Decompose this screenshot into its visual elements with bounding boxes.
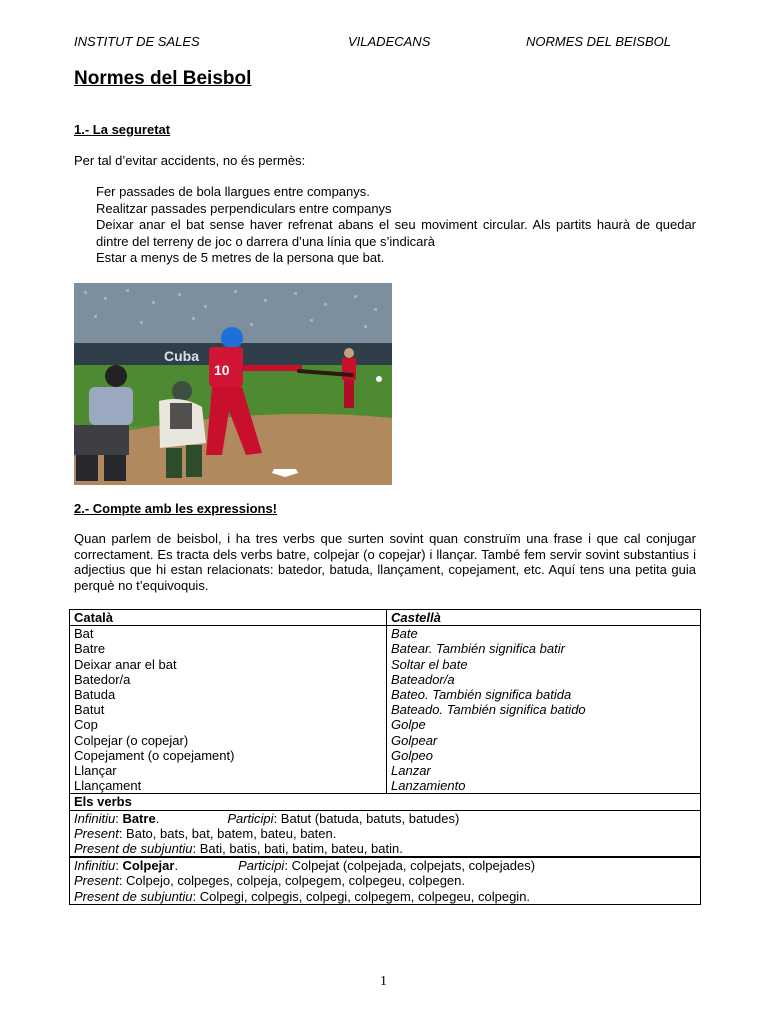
term-spanish: Bateador/a	[391, 671, 455, 687]
verb-colpejar-block	[70, 857, 701, 904]
verbs-heading: Els verbs	[70, 794, 701, 810]
term-catalan: Colpejar (o copejar)	[74, 732, 189, 748]
vocabulary-cells-spanish	[387, 626, 701, 794]
term-catalan: Batuda	[74, 687, 116, 703]
table-header-row	[70, 610, 701, 626]
term-spanish: Golpeo	[391, 747, 433, 763]
section-2-paragraph: Quan parlem de beisbol, i ha tres verbs que surten sovint quan construïm una frase i que cal conjugar correctament. Es tracta dels verbs batre, colpejar (o copejar) i llançar. També fem servir sovint substantius i adjectius que hi estan relacionats: batedor, batuda, llançament, copejament, etc. Aquí tens una petita guia perquè no t’equivoquis.	[74, 531, 696, 593]
term-spanish: Bate	[391, 626, 418, 642]
infinitive-value: Batre	[122, 810, 156, 826]
header-city: VILADECANS	[348, 34, 431, 49]
present-value: Bato, bats, bat, batem, bateu, baten.	[126, 825, 337, 841]
infinitive-label: Infinitiu	[74, 858, 116, 874]
page-number: 1	[380, 974, 387, 989]
verb-colpejar-row	[70, 857, 701, 904]
term-spanish: Bateo. También significa batida	[391, 687, 572, 703]
term-spanish: Lanzamiento	[391, 778, 466, 794]
infinitive-label: Infinitiu	[74, 810, 116, 826]
batter-number: 10	[214, 362, 230, 378]
verb-colpejar-present-line: Present: Colpejo, colpeges, colpeja, colpegem, colpegeu, colpegen.	[74, 873, 465, 889]
verb-batre-block	[70, 810, 701, 857]
term-catalan: Cop	[74, 717, 98, 733]
term-spanish: Bateado. También significa batido	[391, 702, 586, 718]
subjunctive-label: Present de subjuntiu	[74, 841, 193, 857]
term-catalan: Batre	[74, 641, 106, 657]
term-spanish: Golpear	[391, 732, 438, 748]
present-label: Present	[74, 873, 119, 889]
column-header-catalan: Català	[70, 610, 387, 626]
vocabulary-table	[69, 609, 701, 905]
verb-batre-infinitive-line: Infinitiu: Batre. Participi: Batut (batuda, batuts, batudes)	[74, 810, 460, 826]
present-value: Colpejo, colpeges, colpeja, colpegem, colpegeu, colpegen.	[126, 873, 465, 889]
baseball-photo	[74, 283, 392, 485]
wall-lettering: Cuba	[164, 348, 199, 364]
header-school: INSTITUT DE SALES	[74, 34, 200, 49]
term-spanish: Lanzar	[391, 763, 431, 779]
header-topic: NORMES DEL BEISBOL	[526, 34, 671, 49]
subjunctive-label: Present de subjuntiu	[74, 888, 193, 904]
verb-batre-row	[70, 810, 701, 857]
vocabulary-row	[70, 626, 701, 794]
baseball-scene	[74, 283, 392, 485]
verb-colpejar-subjunctive-line: Present de subjuntiu: Colpegi, colpegis, colpegi, colpegem, colpegeu, colpegin.	[74, 888, 531, 904]
term-catalan: Llançament	[74, 778, 142, 794]
term-catalan: Batut	[74, 702, 105, 718]
term-catalan: Llançar	[74, 763, 117, 779]
verbs-heading-row	[70, 794, 701, 810]
term-catalan: Batedor/a	[74, 671, 131, 687]
section-1-intro: Per tal d’evitar accidents, no és permès:	[74, 153, 306, 168]
safety-rule: Realitzar passades perpendiculars entre companys	[96, 200, 392, 216]
present-label: Present	[74, 825, 119, 841]
verb-colpejar-infinitive-line: Infinitiu: Colpejar. Participi: Colpejat (colpejada, colpejats, colpejades)	[74, 858, 536, 874]
term-spanish: Batear. También significa batir	[391, 641, 565, 657]
term-catalan: Deixar anar el bat	[74, 656, 177, 672]
section-1-title: 1.- La seguretat	[74, 122, 171, 137]
term-spanish: Soltar el bate	[391, 656, 468, 672]
safety-rules-list	[96, 184, 696, 267]
term-catalan: Copejament (o copejament)	[74, 747, 235, 763]
verb-batre-present-line: Present: Bato, bats, bat, batem, bateu, baten.	[74, 825, 337, 841]
verb-batre-subjunctive-line: Present de subjuntiu: Bati, batis, bati, batim, bateu, batin.	[74, 841, 403, 857]
participle-label: Participi	[238, 858, 285, 874]
safety-rule: Fer passades de bola llargues entre companys.	[96, 184, 370, 199]
section-2-title: 2.- Compte amb les expressions!	[74, 501, 278, 516]
infinitive-value: Colpejar	[122, 858, 175, 874]
term-spanish: Golpe	[391, 717, 426, 733]
subjunctive-value: Bati, batis, bati, batim, bateu, batin.	[199, 841, 403, 857]
participle-label: Participi	[227, 810, 274, 826]
term-catalan: Bat	[74, 626, 94, 642]
vocabulary-cells-catalan	[70, 626, 387, 794]
subjunctive-value: Colpegi, colpegis, colpegi, colpegem, colpegeu, colpegin.	[199, 888, 531, 904]
participle-value: Colpejat (colpejada, colpejats, colpejades)	[291, 858, 536, 874]
safety-rule: Estar a menys de 5 metres de la persona que bat.	[96, 250, 385, 265]
document-title: Normes del Beisbol	[74, 68, 252, 89]
participle-value: Batut (batuda, batuts, batudes)	[280, 810, 460, 826]
column-header-spanish: Castellà	[387, 610, 701, 626]
safety-rule: Deixar anar el bat sense haver refrenat abans el seu moviment circular. Als partits haurà de quedar dintre del terreny de joc o darrera d’una línia que s’indicarà	[96, 217, 696, 249]
